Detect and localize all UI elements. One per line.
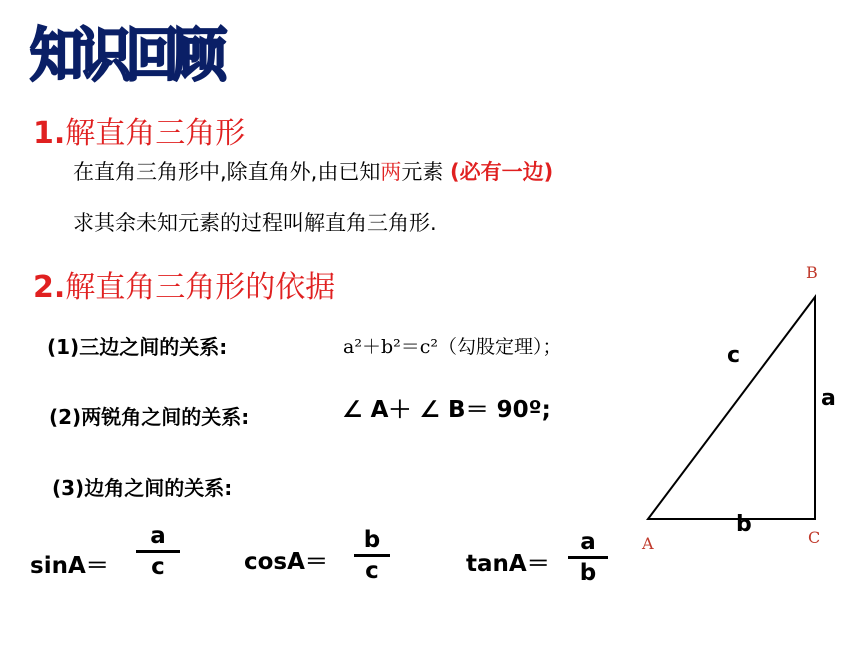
sin-denominator: c — [151, 554, 165, 580]
triangle-shape — [648, 297, 815, 519]
cos-numerator: b — [363, 527, 381, 553]
item1-label: (1)三边之间的关系: — [47, 335, 228, 359]
line1-text: 在直角三角形中,除直角外,由已知 — [73, 160, 381, 184]
side-c-label: c — [727, 343, 741, 368]
line1-paren-note: (必有一边) — [450, 160, 554, 184]
tan-numerator: a — [580, 529, 596, 555]
section1-heading-text: 解直角三角形 — [65, 116, 246, 151]
side-b-label: b — [736, 512, 752, 537]
cos-denominator: c — [365, 558, 379, 584]
section1-heading-number: 1. — [33, 116, 66, 151]
vertex-c-label: C — [808, 528, 821, 547]
page-title: 知识回顾 — [30, 21, 222, 89]
line1-highlight: 两 — [380, 160, 402, 184]
section2-heading-text: 解直角三角形的依据 — [65, 270, 336, 305]
section2-heading-number: 2. — [33, 270, 66, 305]
tan-label: tanA＝ — [466, 551, 550, 577]
line1-text-b: 元素 — [401, 160, 451, 184]
section1-line2: 求其余未知元素的过程叫解直角三角形. — [73, 211, 437, 235]
side-a-label: a — [821, 386, 836, 411]
tan-denominator: b — [579, 560, 597, 586]
item1-formula: a²＋b²＝c²（勾股定理）； — [343, 336, 562, 358]
item3-label: (3)边角之间的关系: — [52, 476, 233, 500]
vertex-a-label: A — [642, 534, 654, 553]
sin-label: sinA＝ — [30, 553, 109, 579]
item2-formula: ∠ A＋ ∠ B＝ 90º; — [342, 397, 551, 423]
sin-numerator: a — [150, 523, 166, 549]
vertex-b-label: B — [806, 263, 818, 282]
item2-label: (2)两锐角之间的关系: — [49, 405, 250, 429]
cos-label: cosA＝ — [244, 549, 328, 575]
